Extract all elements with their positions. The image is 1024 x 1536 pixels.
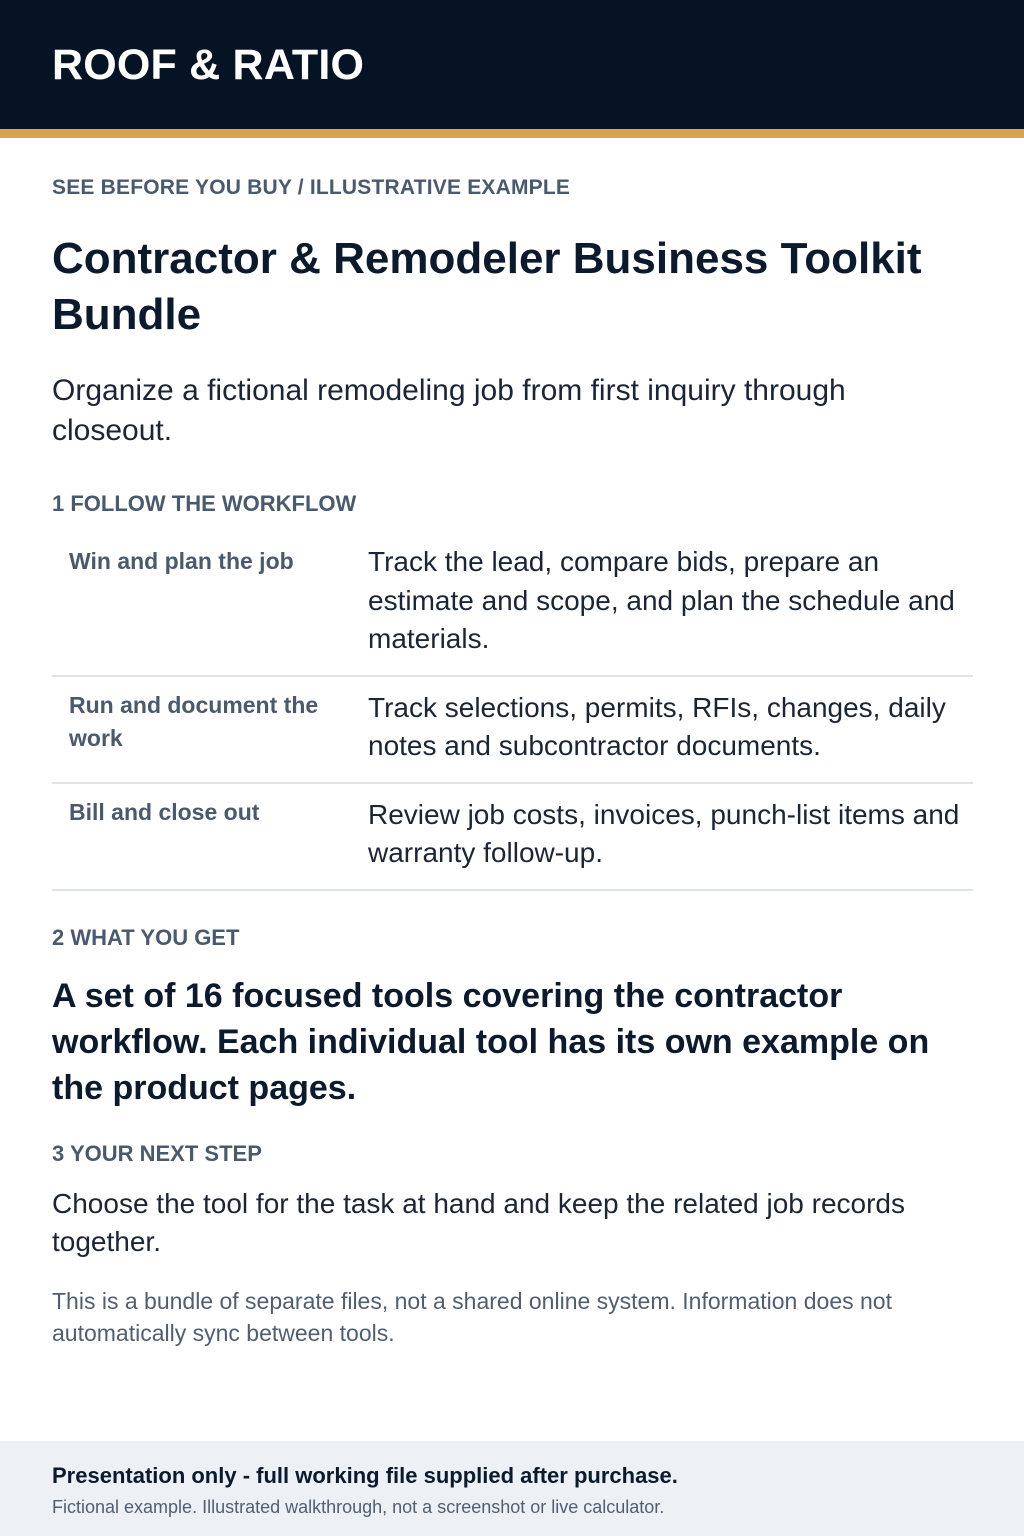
workflow-step-description: Review job costs, invoices, punch-list items and warranty follow-up. (368, 798, 960, 868)
workflow-row (52, 541, 973, 677)
page-subtitle: Organize a fictional remodeling job from first inquiry through closeout. (52, 374, 846, 447)
bundle-note: This is a bundle of separate files, not a shared online system. Information does not automatically sync between tools. (52, 1287, 892, 1346)
main-content (52, 138, 973, 1349)
workflow-step-description: Track selections, permits, RFIs, changes, daily notes and subcontractor documents. (368, 691, 946, 761)
page-footer (0, 1441, 1024, 1536)
footer-disclaimer: Presentation only - full working file supplied after purchase. (52, 1463, 678, 1488)
what-you-get-text: A set of 16 focused tools covering the contractor workflow. Each individual tool has its own example on the product pages. (52, 976, 930, 1107)
workflow-step-name: Win and plan the job (69, 548, 294, 574)
workflow-step-name: Bill and close out (69, 798, 260, 825)
workflow-row (52, 784, 973, 891)
eyebrow-label: SEE BEFORE YOU BUY / ILLUSTRATIVE EXAMPLE (52, 176, 571, 199)
next-step-text: Choose the tool for the task at hand and keep the related job records together. (52, 1187, 906, 1257)
workflow-row (52, 677, 973, 784)
page-header (0, 0, 1024, 138)
page-title: Contractor & Remodeler Business Toolkit Bundle (52, 234, 922, 339)
brand-logo-text: ROOF & RATIO (52, 41, 365, 89)
section-label-next-step: 3 YOUR NEXT STEP (52, 1140, 262, 1166)
workflow-table (52, 541, 973, 891)
section-label-what-you-get: 2 WHAT YOU GET (52, 924, 240, 950)
workflow-step-name: Run and document the work (69, 691, 319, 751)
workflow-step-description: Track the lead, compare bids, prepare an estimate and scope, and plan the schedule and materials. (368, 546, 955, 654)
footer-subtext: Fictional example. Illustrated walkthrough, not a screenshot or live calculator. (52, 1497, 665, 1517)
section-label-workflow: 1 FOLLOW THE WORKFLOW (52, 491, 357, 516)
